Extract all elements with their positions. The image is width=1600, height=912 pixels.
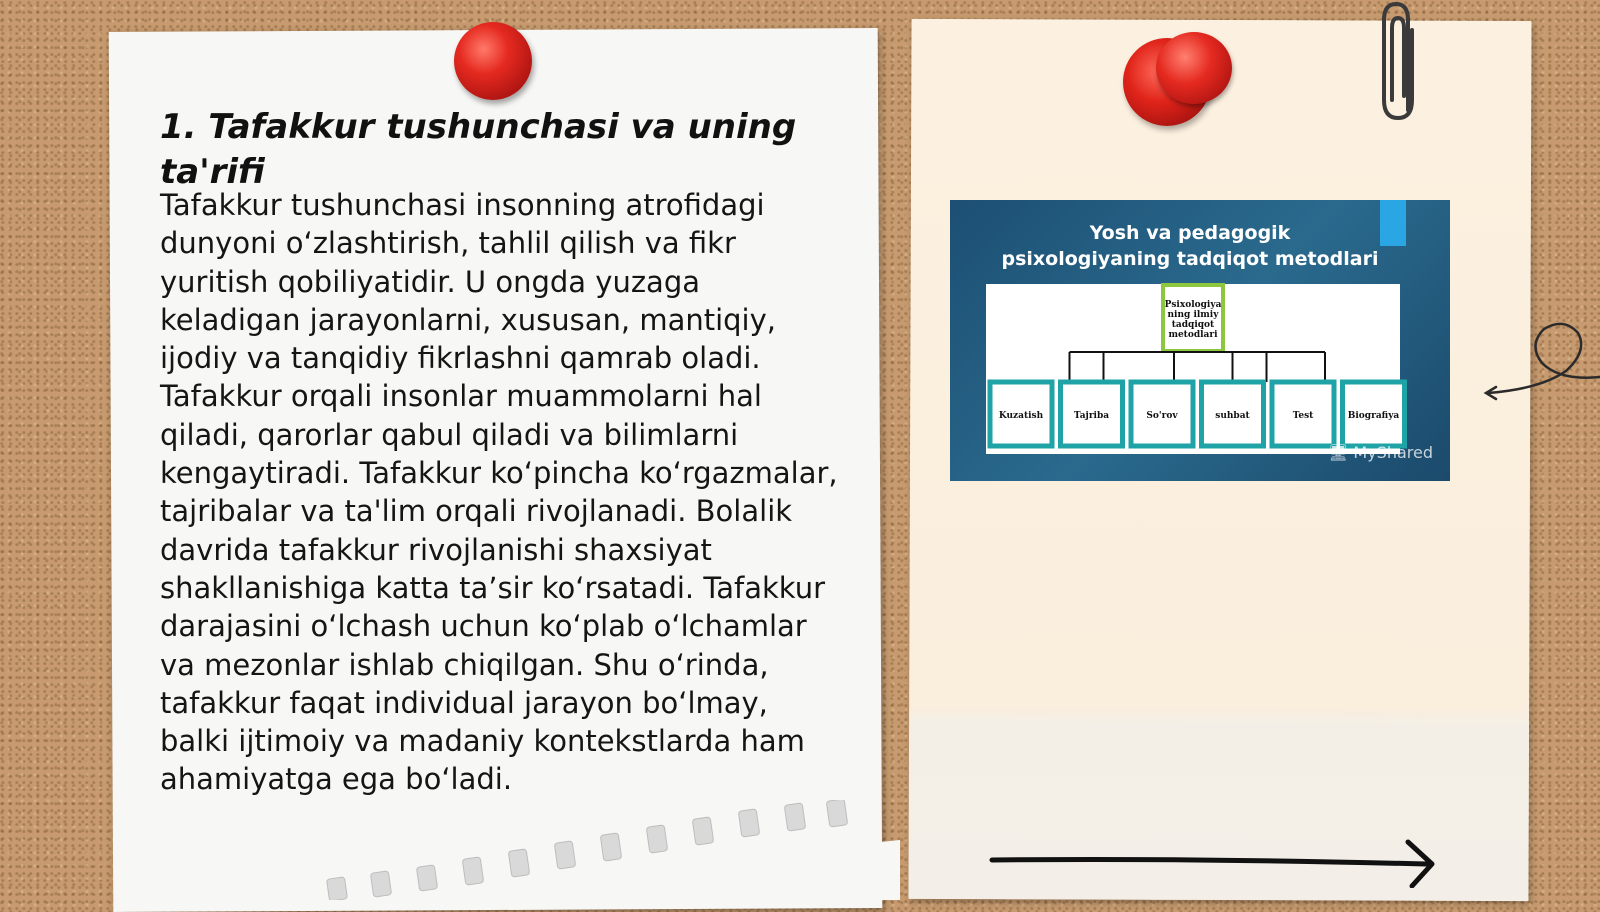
paperclip-icon xyxy=(1378,0,1422,124)
slide-image xyxy=(950,200,1450,481)
watermark-text: MyShared xyxy=(1353,443,1434,462)
root-box-label-line: tadqiqot xyxy=(1171,320,1215,330)
watermark xyxy=(1328,443,1433,462)
red-pushpin-left xyxy=(454,22,532,100)
squiggle-arrow-icon xyxy=(1480,315,1600,405)
root-box-label-line: Psixologiya xyxy=(1164,300,1222,310)
root-box-label-line: metodlari xyxy=(1168,330,1218,340)
method-box-label: suhbat xyxy=(1215,411,1250,421)
monitor-icon: 🖥 xyxy=(1328,443,1349,462)
root-box-label-line: ning ilmiy xyxy=(1167,310,1219,320)
method-box-label: So'rov xyxy=(1146,411,1178,421)
torn-edge-decoration xyxy=(300,800,900,900)
body-paragraph: Tafakkur tushunchasi insonning atrofidagi dunyoni o‘zlashtirish, tahlil qilish va fikr yuritish qobiliyatidir. U ongda yuzaga keladigan jarayonlarni, xususan, mantiqiy, ijodiy va tanqidiy fikrlashni qamrab oladi. Tafakkur orqali insonlar muammolarni hal qiladi, qarorlar qabul qiladi va bilimlarni kengaytiradi. Tafakkur ko‘pincha ko‘rgazmalar, tajribalar va ta'lim orqali rivojlanadi. Bolalik davrida tafakkur rivojlanishi shaxsiyat shakllanishiga katta ta’sir ko‘rsatadi. Tafakkur darajasini o‘lchash uchun ko‘plab o‘lchamlar va mezonlar ishlab chiqilgan. Shu o‘rinda, tafakkur faqat individual jarayon bo‘lmay, balki ijtimoiy va madaniy kontekstlarda ham ahamiyatga ega bo‘ladi. xyxy=(160,188,838,797)
method-box-label: Biografiya xyxy=(1347,411,1400,421)
methods-diagram xyxy=(950,200,1450,481)
long-arrow-right-icon xyxy=(988,838,1448,888)
red-pushpin-right-front xyxy=(1156,32,1232,104)
slide-title-line2: psixologiyaning tadqiqot metodlari xyxy=(1001,248,1379,270)
method-box-label: Test xyxy=(1292,411,1314,421)
slide-title-line1: Yosh va pedagogik xyxy=(1089,222,1291,244)
method-box-label: Tajriba xyxy=(1073,411,1110,421)
section-title: 1. Tafakkur tushunchasi va uning ta'rifi xyxy=(160,107,797,192)
method-box-label: Kuzatish xyxy=(998,411,1044,421)
